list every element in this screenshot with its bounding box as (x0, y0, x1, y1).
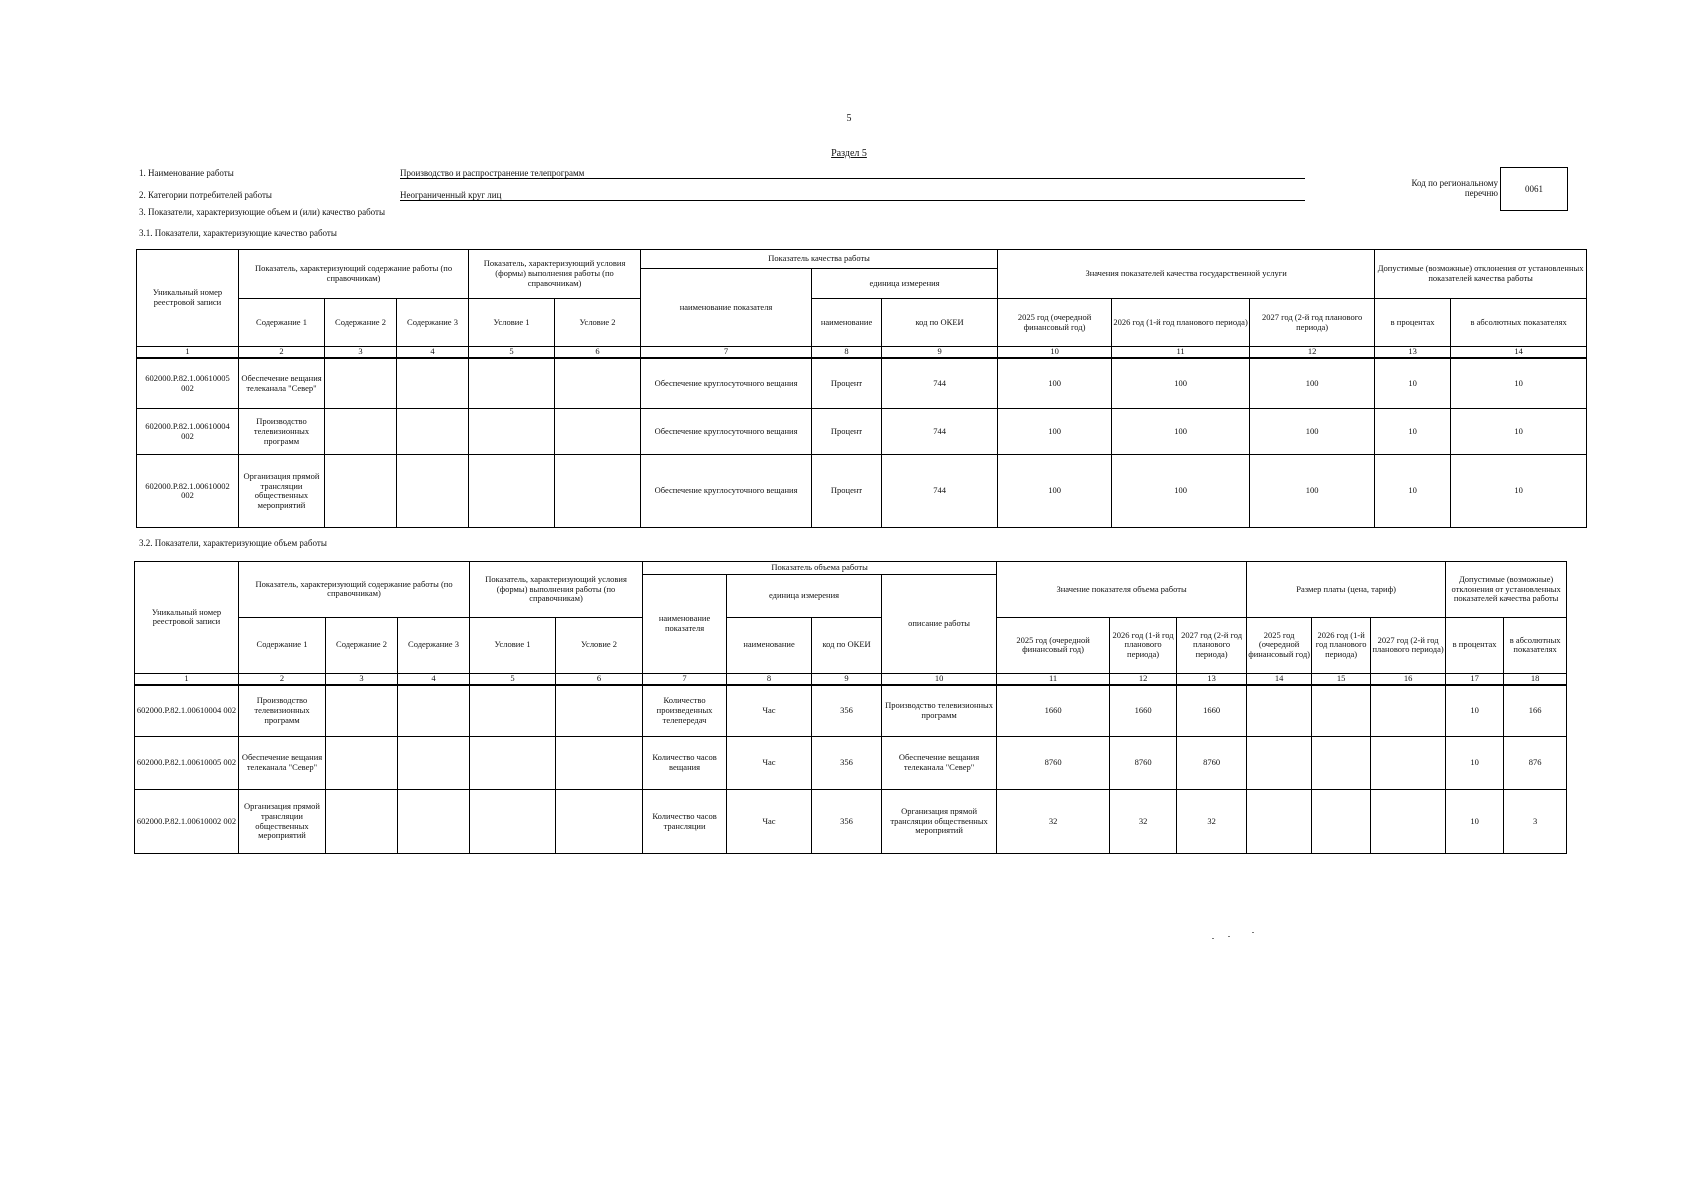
empty-cell (555, 455, 641, 528)
empty-cell (556, 737, 643, 790)
work-name-value: Производство и распространение телепрограмм (400, 168, 1305, 179)
empty-cell (398, 737, 470, 790)
volume-col-number: 6 (556, 673, 643, 684)
volume-header-work-desc: описание работы (882, 574, 997, 673)
quality-header-percent: в процентах (1375, 299, 1451, 347)
volume-header-volume-group: Показатель объема работы (643, 562, 997, 575)
registry-number: 602000.Р.82.1.00610005 002 (137, 358, 239, 409)
volume-header-content1: Содержание 1 (239, 617, 326, 673)
volume-header-deviation-group: Допустимые (возможные) отклонения от установленных показателей качества работы (1446, 562, 1567, 618)
indicator-cell: Обеспечение круглосуточного вещания (641, 358, 812, 409)
scan-speck (1228, 936, 1230, 937)
quality-header-condition-group: Показатель, характеризующий условия (формы) выполнения работы (по справочникам) (469, 250, 641, 299)
empty-cell (325, 358, 397, 409)
empty-cell (469, 455, 555, 528)
unit-cell: Процент (812, 409, 882, 455)
quality-header-content-group: Показатель, характеризующий содержание работы (по справочникам) (239, 250, 469, 299)
scan-speck (1212, 938, 1214, 939)
quality-table (136, 249, 1587, 528)
quality-header-values-group: Значения показателей качества государственной услуги (998, 250, 1375, 299)
empty-cell (398, 685, 470, 737)
volume-header-v2025: 2025 год (очередной финансовый год) (997, 617, 1110, 673)
content1-cell: Производство телевизионных программ (239, 409, 325, 455)
price-2026-cell (1312, 685, 1371, 737)
quality-header-2026: 2026 год (1-й год планового периода) (1112, 299, 1250, 347)
quality-col-number: 5 (469, 347, 555, 358)
volume-header-absolute: в абсолютных показателях (1504, 617, 1567, 673)
page-number: 5 (846, 113, 852, 124)
volume-header-price-group: Размер платы (цена, тариф) (1247, 562, 1446, 618)
volume-header-content-group: Показатель, характеризующий содержание работы (по справочникам) (239, 562, 470, 618)
volume-col-number: 11 (997, 673, 1110, 684)
volume-section-title: 3.2. Показатели, характеризующие объем работы (139, 538, 327, 548)
volume-table (134, 561, 1567, 854)
content1-cell: Производство телевизионных программ (239, 685, 326, 737)
value-2025-cell: 100 (998, 409, 1112, 455)
indicators-label: 3. Показатели, характеризующие объем и (или) качество работы (139, 207, 386, 217)
quality-col-number: 4 (397, 347, 469, 358)
volume-col-number: 2 (239, 673, 326, 684)
empty-cell (397, 358, 469, 409)
empty-cell (325, 409, 397, 455)
indicator-cell: Количество часов трансляции (643, 790, 727, 854)
volume-header-okei: код по ОКЕИ (812, 617, 882, 673)
empty-cell (470, 790, 556, 854)
unit-cell: Час (727, 737, 812, 790)
volume-col-number: 14 (1247, 673, 1312, 684)
volume-header-unit-group: единица измерения (727, 574, 882, 617)
volume-col-number: 12 (1110, 673, 1177, 684)
absolute-cell: 10 (1451, 358, 1587, 409)
volume-header-indicator-name: наименование показателя (643, 574, 727, 673)
volume-col-number: 4 (398, 673, 470, 684)
volume-col-number: 17 (1446, 673, 1504, 684)
percent-cell: 10 (1375, 455, 1451, 528)
registry-number: 602000.Р.82.1.00610005 002 (135, 737, 239, 790)
volume-col-number: 15 (1312, 673, 1371, 684)
absolute-cell: 10 (1451, 455, 1587, 528)
volume-header-content2: Содержание 2 (326, 617, 398, 673)
volume-header-p2027: 2027 год (2-й год планового периода) (1371, 617, 1446, 673)
quality-header-content2: Содержание 2 (325, 299, 397, 347)
volume-col-number: 1 (135, 673, 239, 684)
volume-header-p2025: 2025 год (очередной финансовый год) (1247, 617, 1312, 673)
quality-header-absolute: в абсолютных показателях (1451, 299, 1587, 347)
empty-cell (469, 409, 555, 455)
quality-col-number: 7 (641, 347, 812, 358)
price-2025-cell (1247, 790, 1312, 854)
indicator-cell: Обеспечение круглосуточного вещания (641, 455, 812, 528)
value-2026-cell: 100 (1112, 455, 1250, 528)
volume-col-number: 10 (882, 673, 997, 684)
value-2027-cell: 8760 (1177, 737, 1247, 790)
volume-col-number: 7 (643, 673, 727, 684)
quality-header-quality-group: Показатель качества работы (641, 250, 998, 269)
quality-col-number: 10 (998, 347, 1112, 358)
quality-col-number: 2 (239, 347, 325, 358)
price-2027-cell (1371, 737, 1446, 790)
empty-cell (326, 737, 398, 790)
empty-cell (555, 409, 641, 455)
registry-number: 602000.Р.82.1.00610004 002 (135, 685, 239, 737)
table-row (135, 790, 1567, 854)
volume-header-values-group: Значение показателя объема работы (997, 562, 1247, 618)
empty-cell (469, 358, 555, 409)
percent-cell: 10 (1446, 685, 1504, 737)
content1-cell: Организация прямой трансляции общественных мероприятий (239, 455, 325, 528)
quality-header-okei: код по ОКЕИ (882, 299, 998, 347)
empty-cell (556, 790, 643, 854)
quality-header-deviation-group: Допустимые (возможные) отклонения от установленных показателей качества работы (1375, 250, 1587, 299)
table-row (137, 409, 1587, 455)
scan-speck (1252, 932, 1254, 933)
volume-col-number: 13 (1177, 673, 1247, 684)
value-2027-cell: 100 (1250, 358, 1375, 409)
quality-header-indicator-name: наименование показателя (641, 269, 812, 347)
okei-cell: 744 (882, 455, 998, 528)
value-2027-cell: 1660 (1177, 685, 1247, 737)
empty-cell (555, 358, 641, 409)
value-2027-cell: 100 (1250, 409, 1375, 455)
quality-col-number: 14 (1451, 347, 1587, 358)
quality-col-number: 1 (137, 347, 239, 358)
absolute-cell: 3 (1504, 790, 1567, 854)
unit-cell: Час (727, 685, 812, 737)
consumers-value: Неограниченный круг лиц (400, 190, 1305, 201)
indicator-cell: Обеспечение круглосуточного вещания (641, 409, 812, 455)
value-2027-cell: 100 (1250, 455, 1375, 528)
registry-number: 602000.Р.82.1.00610004 002 (137, 409, 239, 455)
registry-number: 602000.Р.82.1.00610002 002 (137, 455, 239, 528)
okei-cell: 356 (812, 790, 882, 854)
okei-cell: 744 (882, 409, 998, 455)
quality-col-number: 9 (882, 347, 998, 358)
percent-cell: 10 (1375, 358, 1451, 409)
value-2025-cell: 100 (998, 358, 1112, 409)
absolute-cell: 876 (1504, 737, 1567, 790)
volume-header-condition-group: Показатель, характеризующий условия (формы) выполнения работы (по справочникам) (470, 562, 643, 618)
price-2026-cell (1312, 737, 1371, 790)
okei-cell: 356 (812, 737, 882, 790)
code-label: Код по региональному перечню (1411, 178, 1498, 199)
value-2027-cell: 32 (1177, 790, 1247, 854)
quality-header-content3: Содержание 3 (397, 299, 469, 347)
code-box (1500, 167, 1568, 211)
volume-header-cond1: Условие 1 (470, 617, 556, 673)
quality-col-number: 3 (325, 347, 397, 358)
okei-cell: 356 (812, 685, 882, 737)
unit-cell: Час (727, 790, 812, 854)
volume-header-percent: в процентах (1446, 617, 1504, 673)
empty-cell (470, 685, 556, 737)
quality-col-number: 11 (1112, 347, 1250, 358)
quality-col-number: 12 (1250, 347, 1375, 358)
volume-header-v2026: 2026 год (1-й год планового периода) (1110, 617, 1177, 673)
quality-header-cond2: Условие 2 (555, 299, 641, 347)
quality-col-number: 13 (1375, 347, 1451, 358)
volume-col-number: 5 (470, 673, 556, 684)
quality-header-2025: 2025 год (очередной финансовый год) (998, 299, 1112, 347)
code-value: 0061 (1525, 184, 1543, 194)
quality-header-unique-number: Уникальный номер реестровой записи (137, 250, 239, 347)
value-2025-cell: 8760 (997, 737, 1110, 790)
work-desc-cell: Обеспечение вещания телеканала "Север" (882, 737, 997, 790)
value-2025-cell: 1660 (997, 685, 1110, 737)
value-2026-cell: 100 (1112, 409, 1250, 455)
value-2026-cell: 1660 (1110, 685, 1177, 737)
table-row (137, 455, 1587, 528)
quality-header-2027: 2027 год (2-й год планового периода) (1250, 299, 1375, 347)
work-desc-cell: Организация прямой трансляции общественных мероприятий (882, 790, 997, 854)
volume-col-number: 16 (1371, 673, 1446, 684)
quality-header-cond1: Условие 1 (469, 299, 555, 347)
percent-cell: 10 (1446, 737, 1504, 790)
volume-header-content3: Содержание 3 (398, 617, 470, 673)
unit-cell: Процент (812, 358, 882, 409)
table-row (137, 358, 1587, 409)
okei-cell: 744 (882, 358, 998, 409)
price-2025-cell (1247, 737, 1312, 790)
value-2026-cell: 8760 (1110, 737, 1177, 790)
volume-header-unit-name: наименование (727, 617, 812, 673)
quality-section-title: 3.1. Показатели, характеризующие качество работы (139, 228, 337, 238)
consumers-label: 2. Категории потребителей работы (139, 190, 272, 200)
absolute-cell: 10 (1451, 409, 1587, 455)
unit-cell: Процент (812, 455, 882, 528)
content1-cell: Обеспечение вещания телеканала "Север" (239, 358, 325, 409)
empty-cell (397, 409, 469, 455)
empty-cell (397, 455, 469, 528)
section-title: Раздел 5 (831, 148, 867, 159)
price-2027-cell (1371, 790, 1446, 854)
value-2025-cell: 100 (998, 455, 1112, 528)
value-2025-cell: 32 (997, 790, 1110, 854)
indicator-cell: Количество часов вещания (643, 737, 727, 790)
volume-header-v2027: 2027 год (2-й год планового периода) (1177, 617, 1247, 673)
work-name-label: 1. Наименование работы (139, 168, 234, 178)
quality-header-content1: Содержание 1 (239, 299, 325, 347)
percent-cell: 10 (1375, 409, 1451, 455)
absolute-cell: 166 (1504, 685, 1567, 737)
empty-cell (326, 685, 398, 737)
volume-col-number: 9 (812, 673, 882, 684)
empty-cell (470, 737, 556, 790)
price-2025-cell (1247, 685, 1312, 737)
registry-number: 602000.Р.82.1.00610002 002 (135, 790, 239, 854)
volume-col-number: 3 (326, 673, 398, 684)
quality-header-unit-name: наименование (812, 299, 882, 347)
quality-col-number: 6 (555, 347, 641, 358)
price-2026-cell (1312, 790, 1371, 854)
volume-header-unique-number: Уникальный номер реестровой записи (135, 562, 239, 674)
work-desc-cell: Производство телевизионных программ (882, 685, 997, 737)
volume-header-cond2: Условие 2 (556, 617, 643, 673)
empty-cell (326, 790, 398, 854)
content1-cell: Обеспечение вещания телеканала "Север" (239, 737, 326, 790)
indicator-cell: Количество произведенных телепередач (643, 685, 727, 737)
quality-header-unit-group: единица измерения (812, 269, 998, 299)
table-row (135, 685, 1567, 737)
percent-cell: 10 (1446, 790, 1504, 854)
empty-cell (398, 790, 470, 854)
value-2026-cell: 32 (1110, 790, 1177, 854)
content1-cell: Организация прямой трансляции общественных мероприятий (239, 790, 326, 854)
value-2026-cell: 100 (1112, 358, 1250, 409)
price-2027-cell (1371, 685, 1446, 737)
volume-col-number: 8 (727, 673, 812, 684)
empty-cell (325, 455, 397, 528)
volume-col-number: 18 (1504, 673, 1567, 684)
table-row (135, 737, 1567, 790)
quality-col-number: 8 (812, 347, 882, 358)
volume-header-p2026: 2026 год (1-й год планового периода) (1312, 617, 1371, 673)
empty-cell (556, 685, 643, 737)
